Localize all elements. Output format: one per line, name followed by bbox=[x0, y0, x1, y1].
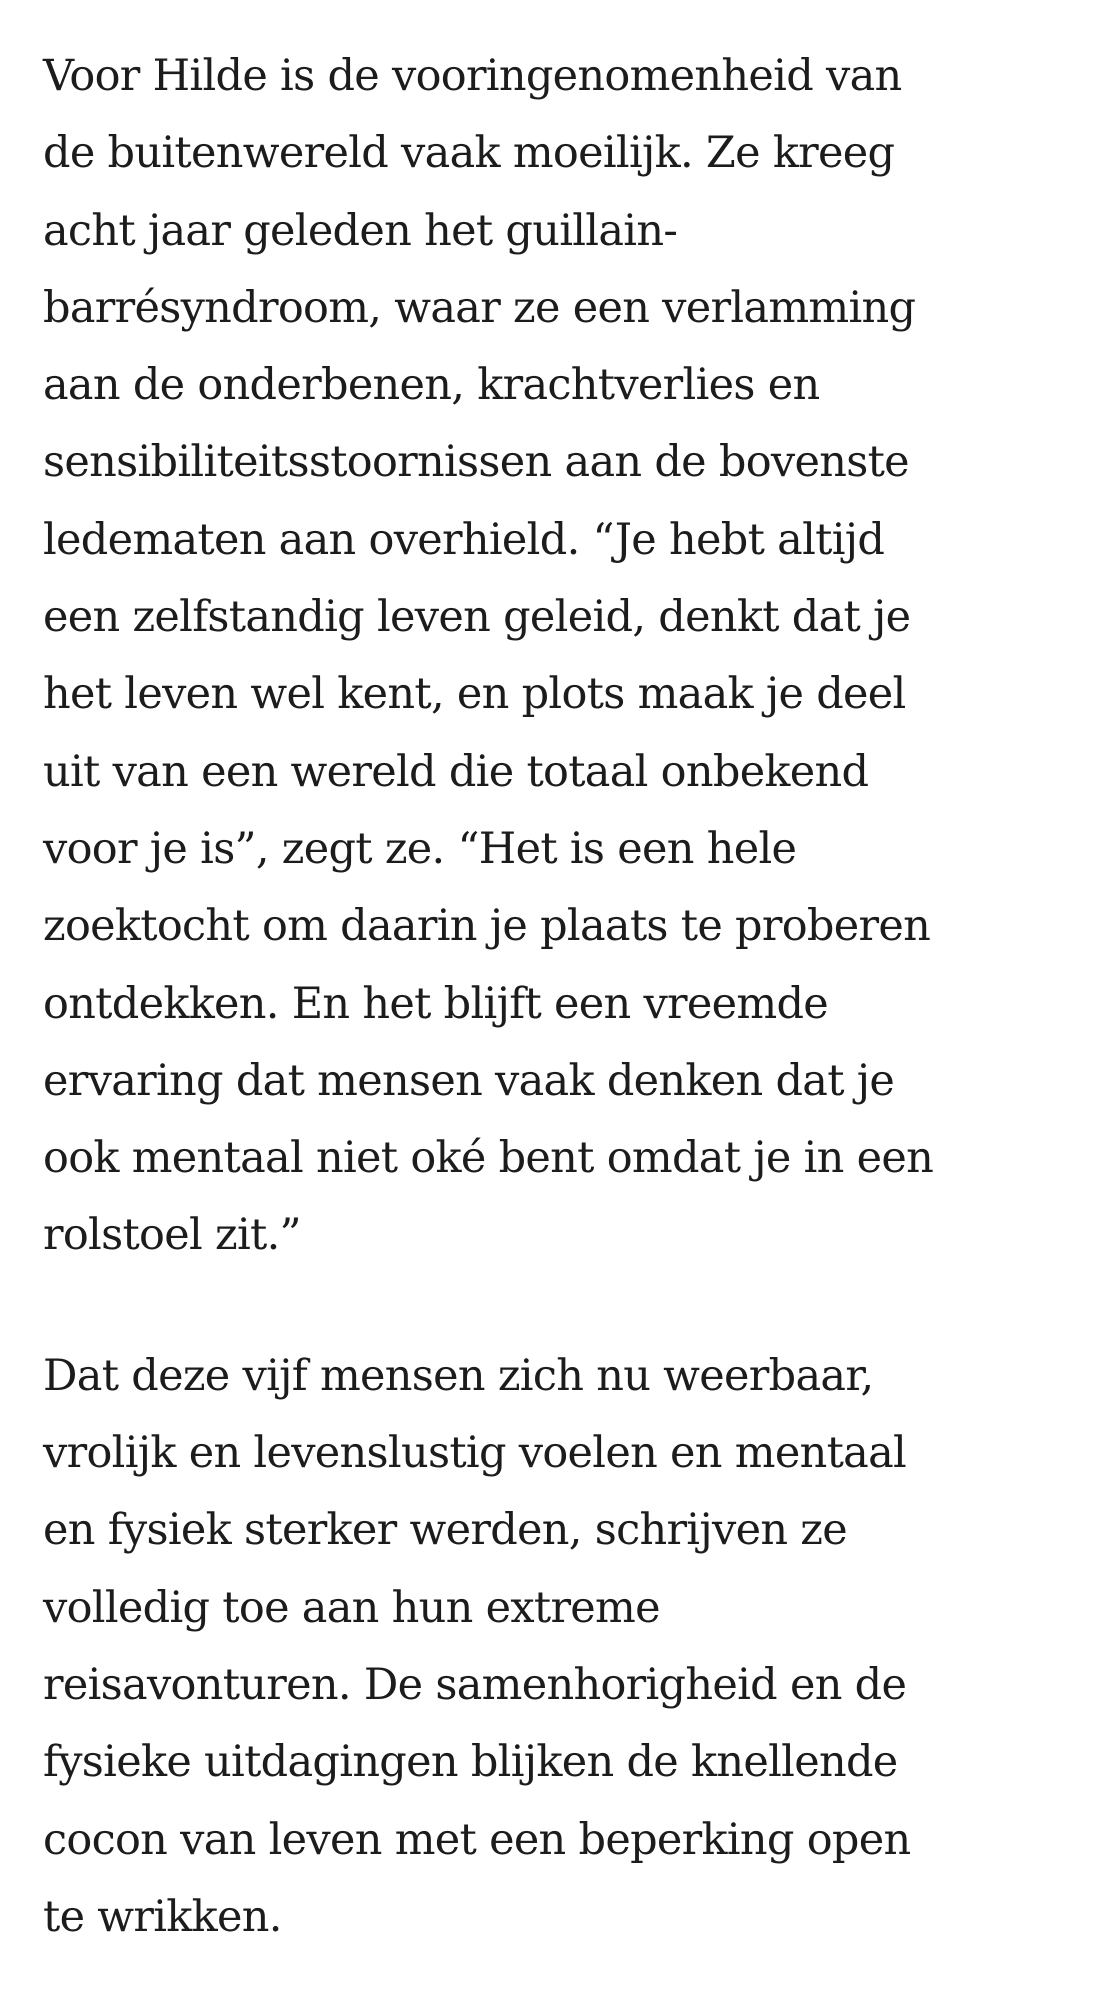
text-line: een zelfstandig leven geleid, denkt dat je bbox=[43, 592, 911, 643]
text-line: zoektocht om daarin je plaats te proberen bbox=[43, 901, 931, 952]
text-line: vrolijk en levenslustig voelen en mentaal bbox=[43, 1428, 907, 1479]
text-line: sensibiliteitsstoornissen aan de bovenste bbox=[43, 437, 909, 488]
text-line: voor je is”, zegt ze. “Het is een hele bbox=[43, 823, 797, 874]
paragraph-hilde bbox=[43, 38, 1063, 1275]
text-line: ledematen aan overhield. “Je hebt altijd bbox=[43, 514, 885, 565]
text-line: cocon van leven met een beperking open bbox=[43, 1814, 911, 1865]
text-line: te wrikken. bbox=[43, 1891, 282, 1942]
text-line: volledig toe aan hun extreme bbox=[43, 1582, 660, 1633]
text-line: Dat deze vijf mensen zich nu weerbaar, bbox=[43, 1350, 874, 1401]
text-line: ontdekken. En het blijft een vreemde bbox=[43, 978, 829, 1029]
text-line: en fysiek sterker werden, schrijven ze bbox=[43, 1505, 847, 1556]
text-line: acht jaar geleden het guillain- bbox=[43, 205, 678, 256]
text-line: uit van een wereld die totaal onbekend bbox=[43, 746, 869, 797]
text-line: fysieke uitdagingen blijken de knellende bbox=[43, 1737, 898, 1788]
text-line: ervaring dat mensen vaak denken dat je bbox=[43, 1055, 895, 1106]
text-line: ook mentaal niet oké bent omdat je in een bbox=[43, 1133, 934, 1184]
text-line: reisavonturen. De samenhorigheid en de bbox=[43, 1659, 907, 1710]
paragraph-travel bbox=[43, 1338, 1063, 1956]
text-line: barrésyndroom, waar ze een verlamming bbox=[43, 282, 916, 333]
text-line: Voor Hilde is de vooringenomenheid van bbox=[43, 51, 902, 101]
text-line: de buitenwereld vaak moeilijk. Ze kreeg bbox=[43, 128, 895, 179]
article-body bbox=[43, 38, 1063, 1956]
text-line: rolstoel zit.” bbox=[43, 1210, 301, 1261]
text-line: het leven wel kent, en plots maak je deel bbox=[43, 669, 906, 720]
text-line: aan de onderbenen, krachtverlies en bbox=[43, 360, 820, 411]
